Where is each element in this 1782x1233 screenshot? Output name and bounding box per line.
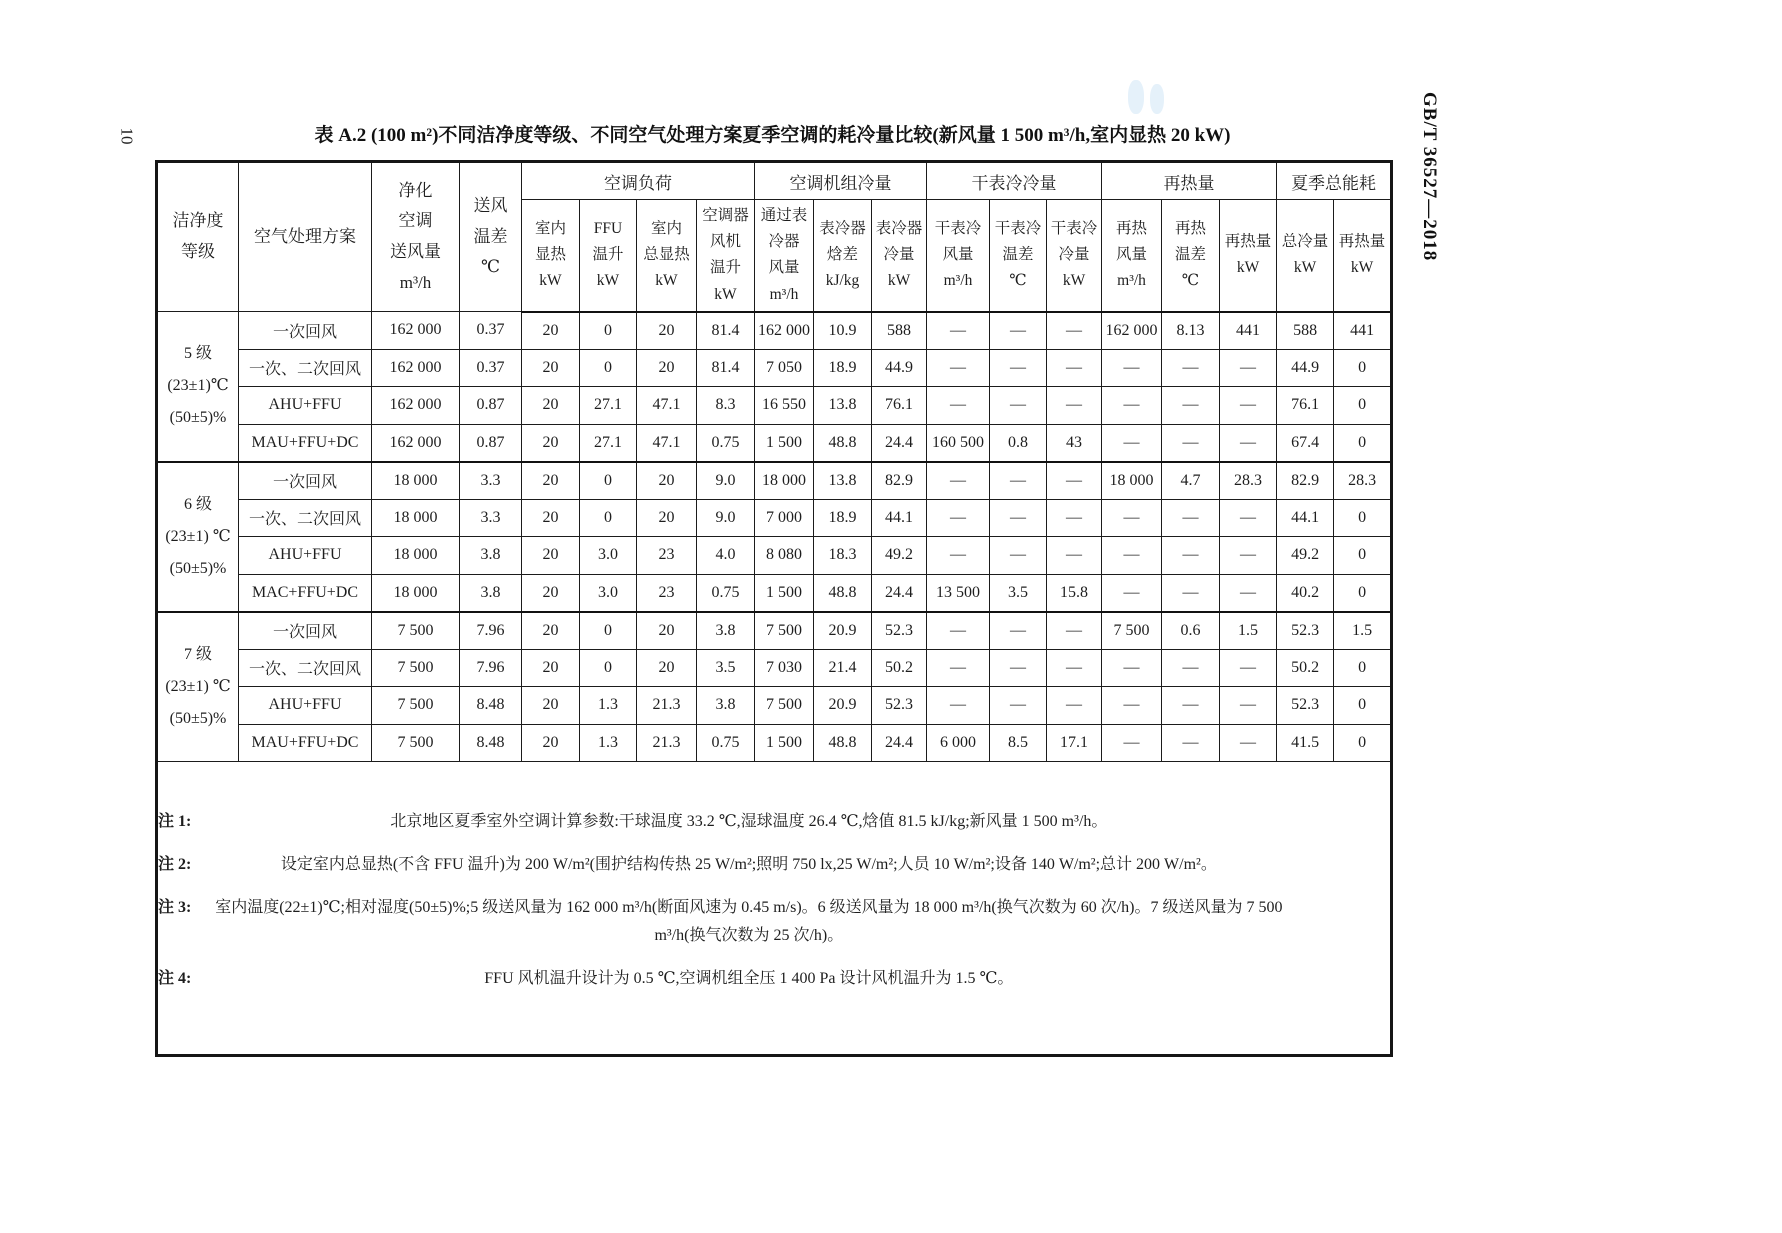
value-cell: 0	[1334, 499, 1392, 537]
value-cell: 0	[1334, 687, 1392, 725]
value-cell: 18 000	[372, 574, 460, 612]
value-cell: —	[990, 349, 1047, 387]
value-cell: 6 000	[927, 724, 990, 762]
value-cell: 49.2	[872, 537, 927, 575]
value-cell: —	[927, 649, 990, 687]
value-cell: 18.3	[814, 537, 872, 575]
value-cell: 13.8	[814, 462, 872, 500]
note-item	[158, 851, 1390, 879]
scan-artifact	[1150, 84, 1164, 114]
value-cell: —	[1102, 424, 1162, 462]
value-cell: 8.48	[460, 724, 522, 762]
page-number: 10	[117, 127, 137, 145]
value-cell: 81.4	[697, 349, 755, 387]
value-cell: 52.3	[1277, 612, 1334, 650]
table-title: 表 A.2 (100 m²)不同洁净度等级、不同空气处理方案夏季空调的耗冷量比较(新风量 1 500 m³/h,室内显热 20 kW)	[314, 125, 1231, 146]
column-header: FFU 温升 kW	[580, 200, 637, 312]
value-cell: 18 000	[1102, 462, 1162, 500]
value-cell: 13 500	[927, 574, 990, 612]
value-cell: 162 000	[1102, 312, 1162, 350]
column-header: 干表冷 冷量 kW	[1047, 200, 1102, 312]
column-header: 干表冷 温差 ℃	[990, 200, 1047, 312]
column-header: 总冷量 kW	[1277, 200, 1334, 312]
value-cell: 0	[1334, 574, 1392, 612]
value-cell: 24.4	[872, 424, 927, 462]
standard-code: GB/T 36527—2018	[1419, 92, 1440, 262]
note-label: 注 1:	[158, 813, 192, 830]
main-table	[155, 160, 1393, 1057]
value-cell: 441	[1220, 312, 1277, 350]
scheme-cell: MAU+FFU+DC	[239, 424, 372, 462]
value-cell: 16 550	[755, 387, 814, 425]
value-cell: 10.9	[814, 312, 872, 350]
value-cell: 162 000	[372, 349, 460, 387]
value-cell: 21.3	[637, 724, 697, 762]
value-cell: 0	[1334, 349, 1392, 387]
value-cell: —	[1162, 687, 1220, 725]
value-cell: 1.3	[580, 724, 637, 762]
value-cell: 20	[522, 349, 580, 387]
value-cell: —	[927, 499, 990, 537]
value-cell: —	[990, 462, 1047, 500]
value-cell: —	[1047, 312, 1102, 350]
value-cell: —	[927, 687, 990, 725]
note-label: 注 4:	[158, 970, 192, 987]
value-cell: 20	[522, 462, 580, 500]
value-cell: 1 500	[755, 424, 814, 462]
value-cell: 7 500	[372, 724, 460, 762]
scheme-cell: AHU+FFU	[239, 537, 372, 575]
column-group-header: 夏季总能耗	[1277, 162, 1392, 200]
value-cell: 20	[637, 312, 697, 350]
value-cell: 8.13	[1162, 312, 1220, 350]
value-cell: 0	[1334, 724, 1392, 762]
value-cell: 7 500	[372, 687, 460, 725]
value-cell: —	[1220, 649, 1277, 687]
value-cell: 7 500	[755, 612, 814, 650]
note-text: 北京地区夏季室外空调计算参数:干球温度 33.2 ℃,湿球温度 26.4 ℃,焓值 81.5 kJ/kg;新风量 1 500 m³/h。	[390, 813, 1108, 830]
value-cell: 15.8	[1047, 574, 1102, 612]
table-row	[157, 312, 1392, 350]
value-cell: 4.0	[697, 537, 755, 575]
value-cell: 48.8	[814, 574, 872, 612]
value-cell: —	[927, 349, 990, 387]
table-header	[157, 162, 1392, 312]
value-cell: 0	[1334, 537, 1392, 575]
value-cell: 9.0	[697, 499, 755, 537]
value-cell: 0	[580, 462, 637, 500]
value-cell: 9.0	[697, 462, 755, 500]
value-cell: 7.96	[460, 649, 522, 687]
column-header: 通过表 冷器 风量 m³/h	[755, 200, 814, 312]
value-cell: —	[1047, 612, 1102, 650]
value-cell: 24.4	[872, 724, 927, 762]
note-item	[158, 965, 1390, 993]
value-cell: —	[990, 687, 1047, 725]
value-cell: 28.3	[1334, 462, 1392, 500]
value-cell: —	[1220, 537, 1277, 575]
value-cell: 17.1	[1047, 724, 1102, 762]
value-cell: 3.5	[990, 574, 1047, 612]
value-cell: 50.2	[872, 649, 927, 687]
column-header: 再热 风量 m³/h	[1102, 200, 1162, 312]
value-cell: —	[1220, 424, 1277, 462]
value-cell: —	[1047, 387, 1102, 425]
value-cell: 3.3	[460, 462, 522, 500]
value-cell: 20	[522, 387, 580, 425]
value-cell: 18.9	[814, 499, 872, 537]
value-cell: 43	[1047, 424, 1102, 462]
value-cell: 162 000	[372, 387, 460, 425]
value-cell: 20	[637, 349, 697, 387]
value-cell: 7 500	[372, 649, 460, 687]
value-cell: 441	[1334, 312, 1392, 350]
value-cell: 52.3	[872, 687, 927, 725]
value-cell: 23	[637, 574, 697, 612]
table-row	[157, 574, 1392, 612]
value-cell: 7 500	[372, 612, 460, 650]
value-cell: 23	[637, 537, 697, 575]
note-item	[158, 808, 1390, 836]
value-cell: —	[1220, 387, 1277, 425]
value-cell: 20	[522, 649, 580, 687]
value-cell: —	[1047, 687, 1102, 725]
note-text: 设定室内总显热(不含 FFU 温升)为 200 W/m²(围护结构传热 25 W/m²;照明 750 lx,25 W/m²;人员 10 W/m²;设备 140 W/m²;总计 200 W/m²。	[280, 856, 1217, 873]
value-cell: —	[990, 312, 1047, 350]
value-cell: 0.87	[460, 424, 522, 462]
value-cell: 44.9	[872, 349, 927, 387]
value-cell: 81.4	[697, 312, 755, 350]
value-cell: 0	[1334, 649, 1392, 687]
value-cell: 82.9	[1277, 462, 1334, 500]
value-cell: 3.3	[460, 499, 522, 537]
column-header: 再热 温差 ℃	[1162, 200, 1220, 312]
value-cell: —	[1220, 349, 1277, 387]
value-cell: 20	[522, 312, 580, 350]
value-cell: 0.37	[460, 312, 522, 350]
value-cell: 20	[637, 462, 697, 500]
value-cell: —	[1162, 724, 1220, 762]
column-header: 空气处理方案	[239, 162, 372, 312]
scheme-cell: MAC+FFU+DC	[239, 574, 372, 612]
value-cell: 0.75	[697, 724, 755, 762]
value-cell: —	[990, 499, 1047, 537]
table-row	[157, 462, 1392, 500]
value-cell: 162 000	[372, 424, 460, 462]
value-cell: 588	[1277, 312, 1334, 350]
value-cell: 0	[580, 312, 637, 350]
value-cell: 0.87	[460, 387, 522, 425]
value-cell: 44.1	[872, 499, 927, 537]
value-cell: —	[990, 387, 1047, 425]
value-cell: 162 000	[372, 312, 460, 350]
value-cell: 20	[522, 424, 580, 462]
value-cell: 18 000	[372, 537, 460, 575]
column-header: 送风 温差 ℃	[460, 162, 522, 312]
value-cell: 18 000	[372, 499, 460, 537]
value-cell: 20	[522, 499, 580, 537]
value-cell: 76.1	[872, 387, 927, 425]
scheme-cell: AHU+FFU	[239, 687, 372, 725]
scheme-cell: MAU+FFU+DC	[239, 724, 372, 762]
value-cell: —	[990, 649, 1047, 687]
value-cell: 0.37	[460, 349, 522, 387]
value-cell: 41.5	[1277, 724, 1334, 762]
value-cell: 3.0	[580, 574, 637, 612]
table-row	[157, 649, 1392, 687]
value-cell: 20	[637, 649, 697, 687]
value-cell: 3.8	[697, 612, 755, 650]
value-cell: 0	[1334, 387, 1392, 425]
scheme-cell: 一次、二次回风	[239, 649, 372, 687]
value-cell: 48.8	[814, 724, 872, 762]
value-cell: —	[927, 537, 990, 575]
note-text: FFU 风机温升设计为 0.5 ℃,空调机组全压 1 400 Pa 设计风机温升为 1.5 ℃。	[484, 970, 1014, 987]
value-cell: 44.1	[1277, 499, 1334, 537]
table-body	[157, 312, 1392, 762]
value-cell: 0.75	[697, 424, 755, 462]
table-row	[157, 349, 1392, 387]
value-cell: —	[1162, 649, 1220, 687]
value-cell: 1.5	[1334, 612, 1392, 650]
value-cell: —	[927, 612, 990, 650]
value-cell: 8 080	[755, 537, 814, 575]
value-cell: 3.8	[460, 537, 522, 575]
value-cell: 7.96	[460, 612, 522, 650]
value-cell: —	[1220, 574, 1277, 612]
value-cell: 1.5	[1220, 612, 1277, 650]
value-cell: —	[1102, 687, 1162, 725]
value-cell: 7 050	[755, 349, 814, 387]
table-row	[157, 537, 1392, 575]
column-header: 再热量 kW	[1220, 200, 1277, 312]
value-cell: 0	[580, 349, 637, 387]
value-cell: 0.75	[697, 574, 755, 612]
value-cell: 8.5	[990, 724, 1047, 762]
column-group-header: 空调负荷	[522, 162, 755, 200]
scheme-cell: 一次、二次回风	[239, 499, 372, 537]
scheme-cell: AHU+FFU	[239, 387, 372, 425]
column-header: 室内 显热 kW	[522, 200, 580, 312]
table-row	[157, 387, 1392, 425]
column-group-header: 空调机组冷量	[755, 162, 927, 200]
value-cell: —	[927, 387, 990, 425]
table-row	[157, 724, 1392, 762]
column-header: 室内 总显热 kW	[637, 200, 697, 312]
value-cell: —	[927, 462, 990, 500]
value-cell: 20	[522, 724, 580, 762]
value-cell: —	[1102, 349, 1162, 387]
column-header: 空调器 风机 温升 kW	[697, 200, 755, 312]
value-cell: 13.8	[814, 387, 872, 425]
value-cell: 67.4	[1277, 424, 1334, 462]
value-cell: 21.3	[637, 687, 697, 725]
column-header: 干表冷 风量 m³/h	[927, 200, 990, 312]
scheme-cell: 一次回风	[239, 312, 372, 350]
value-cell: 49.2	[1277, 537, 1334, 575]
value-cell: —	[1162, 349, 1220, 387]
value-cell: 0	[580, 499, 637, 537]
column-header: 净化 空调 送风量 m³/h	[372, 162, 460, 312]
value-cell: 0	[580, 649, 637, 687]
value-cell: 82.9	[872, 462, 927, 500]
value-cell: —	[1102, 724, 1162, 762]
value-cell: 18.9	[814, 349, 872, 387]
table-row	[157, 687, 1392, 725]
note-label: 注 3:	[158, 899, 192, 916]
row-group-level-cell: 6 级 (23±1) ℃ (50±5)%	[157, 462, 239, 612]
value-cell: 20	[522, 537, 580, 575]
value-cell: 4.7	[1162, 462, 1220, 500]
scan-artifact	[1128, 80, 1144, 114]
value-cell: —	[1162, 424, 1220, 462]
value-cell: 47.1	[637, 424, 697, 462]
value-cell: —	[1162, 537, 1220, 575]
value-cell: —	[1102, 499, 1162, 537]
value-cell: 18 000	[755, 462, 814, 500]
value-cell: 7 030	[755, 649, 814, 687]
value-cell: —	[1102, 649, 1162, 687]
value-cell: —	[1102, 537, 1162, 575]
table-notes	[157, 762, 1392, 1056]
value-cell: —	[1220, 724, 1277, 762]
note-text: 室内温度(22±1)℃;相对湿度(50±5)%;5 级送风量为 162 000 m³/h(断面风速为 0.45 m/s)。6 级送风量为 18 000 m³/h(换气次数为 60 次/h)。7 级送风量为 7 500 m³/h(换气次数为 25 次/h)。	[215, 899, 1283, 944]
value-cell: —	[927, 312, 990, 350]
value-cell: —	[1162, 574, 1220, 612]
value-cell: 8.48	[460, 687, 522, 725]
value-cell: 20	[522, 687, 580, 725]
value-cell: 8.3	[697, 387, 755, 425]
value-cell: —	[990, 537, 1047, 575]
row-group-level-cell: 5 级 (23±1)℃ (50±5)%	[157, 312, 239, 462]
value-cell: 44.9	[1277, 349, 1334, 387]
value-cell: —	[1220, 499, 1277, 537]
value-cell: 20	[522, 612, 580, 650]
column-header: 表冷器 冷量 kW	[872, 200, 927, 312]
value-cell: 24.4	[872, 574, 927, 612]
value-cell: 3.0	[580, 537, 637, 575]
value-cell: 27.1	[580, 387, 637, 425]
value-cell: 52.3	[1277, 687, 1334, 725]
header-row-groups	[157, 162, 1392, 200]
value-cell: 21.4	[814, 649, 872, 687]
value-cell: 27.1	[580, 424, 637, 462]
column-header: 表冷器 焓差 kJ/kg	[814, 200, 872, 312]
value-cell: —	[1047, 537, 1102, 575]
value-cell: 3.8	[697, 687, 755, 725]
value-cell: —	[1047, 649, 1102, 687]
value-cell: 20.9	[814, 612, 872, 650]
value-cell: 1 500	[755, 724, 814, 762]
value-cell: —	[1162, 499, 1220, 537]
value-cell: 20	[637, 612, 697, 650]
value-cell: 588	[872, 312, 927, 350]
value-cell: 1.3	[580, 687, 637, 725]
value-cell: —	[1047, 349, 1102, 387]
value-cell: 0	[1334, 424, 1392, 462]
value-cell: 0.6	[1162, 612, 1220, 650]
value-cell: 0	[580, 612, 637, 650]
value-cell: 18 000	[372, 462, 460, 500]
note-item	[158, 894, 1390, 950]
value-cell: —	[1047, 462, 1102, 500]
value-cell: —	[1162, 387, 1220, 425]
row-group-level-cell: 7 级 (23±1) ℃ (50±5)%	[157, 612, 239, 762]
value-cell: 162 000	[755, 312, 814, 350]
value-cell: 20	[637, 499, 697, 537]
column-header: 洁净度 等级	[157, 162, 239, 312]
value-cell: 20.9	[814, 687, 872, 725]
table-row	[157, 612, 1392, 650]
table-row	[157, 424, 1392, 462]
column-group-header: 再热量	[1102, 162, 1277, 200]
value-cell: 52.3	[872, 612, 927, 650]
value-cell: —	[1220, 687, 1277, 725]
value-cell: 40.2	[1277, 574, 1334, 612]
column-header: 再热量 kW	[1334, 200, 1392, 312]
value-cell: —	[1102, 387, 1162, 425]
value-cell: 48.8	[814, 424, 872, 462]
value-cell: —	[1102, 574, 1162, 612]
value-cell: 28.3	[1220, 462, 1277, 500]
value-cell: 7 000	[755, 499, 814, 537]
value-cell: 20	[522, 574, 580, 612]
value-cell: 7 500	[755, 687, 814, 725]
value-cell: 160 500	[927, 424, 990, 462]
scheme-cell: 一次回风	[239, 462, 372, 500]
value-cell: 3.8	[460, 574, 522, 612]
value-cell: 3.5	[697, 649, 755, 687]
value-cell: 50.2	[1277, 649, 1334, 687]
note-label: 注 2:	[158, 856, 192, 873]
scheme-cell: 一次、二次回风	[239, 349, 372, 387]
notes-row	[157, 762, 1392, 1056]
value-cell: 76.1	[1277, 387, 1334, 425]
table-row	[157, 499, 1392, 537]
value-cell: —	[1047, 499, 1102, 537]
value-cell: 7 500	[1102, 612, 1162, 650]
value-cell: 47.1	[637, 387, 697, 425]
value-cell: 0.8	[990, 424, 1047, 462]
notes-cell	[157, 762, 1392, 1056]
value-cell: 1 500	[755, 574, 814, 612]
value-cell: —	[990, 612, 1047, 650]
column-group-header: 干表冷冷量	[927, 162, 1102, 200]
scheme-cell: 一次回风	[239, 612, 372, 650]
